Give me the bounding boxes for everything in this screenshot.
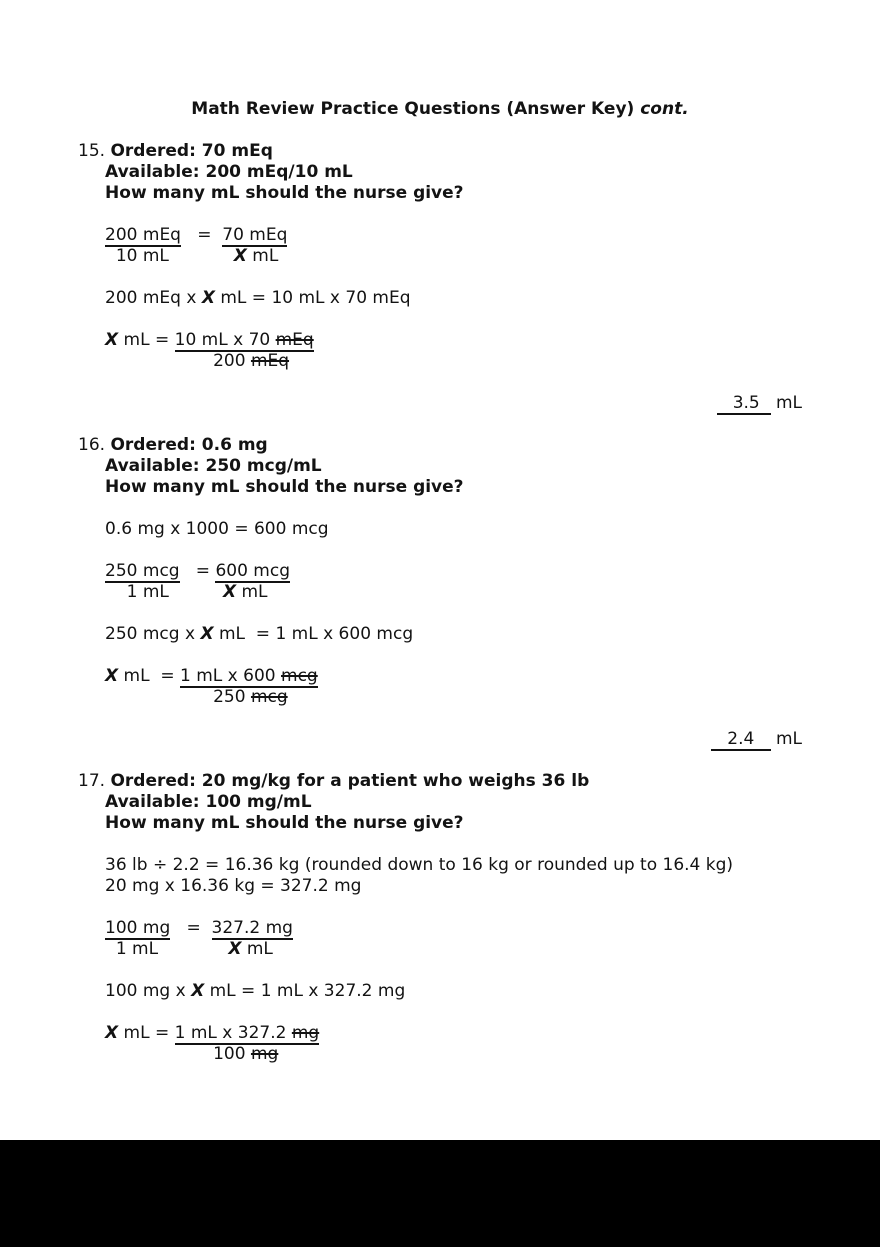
text-run: mL = <box>118 1023 175 1043</box>
text-run <box>78 918 105 938</box>
question-header <box>78 477 802 498</box>
text-line <box>78 498 802 519</box>
fraction-denominator-line <box>78 939 802 960</box>
text-line <box>78 414 802 435</box>
text-run: How many mL should the nurse give? <box>105 183 464 203</box>
text-line <box>78 204 802 225</box>
text-run: Ordered: 20 mg/kg for a patient who weighs 36 lb <box>110 771 590 791</box>
text-run: X <box>228 939 242 959</box>
answer-line <box>78 393 802 414</box>
conversion-line <box>78 876 802 897</box>
text-run: Available: 250 mcg/mL <box>105 456 322 476</box>
cross-multiply-line <box>78 288 802 309</box>
text-run: 100 mg <box>105 918 171 938</box>
cross-multiply-line <box>78 981 802 1002</box>
text-line <box>78 309 802 330</box>
text-run <box>78 225 105 245</box>
text-run: 200 mEq x <box>78 288 202 308</box>
text-run: mL = <box>118 666 181 686</box>
letterbox-bar <box>0 1140 880 1247</box>
text-run: How many mL should the nurse give? <box>105 813 464 833</box>
text-run <box>78 162 105 182</box>
text-run <box>78 183 105 203</box>
question-header <box>78 813 802 834</box>
cross-multiply-line <box>78 624 802 645</box>
text-run: mg <box>250 1044 279 1064</box>
text-line <box>78 372 802 393</box>
text-run: 1 mL x 327.2 <box>174 1023 292 1043</box>
text-run: mcg <box>281 666 318 686</box>
text-run: mEq <box>250 351 290 371</box>
text-run: mcg <box>250 687 288 707</box>
text-run: 100 mg x <box>78 981 192 1001</box>
text-run: Ordered: 0.6 mg <box>110 435 268 455</box>
fraction-numerator-line <box>78 561 802 582</box>
text-run <box>78 477 105 497</box>
text-line <box>78 750 802 771</box>
question-header <box>78 792 802 813</box>
text-run: mL <box>236 582 268 602</box>
text-run: mL = 1 mL x 600 mcg <box>213 624 414 644</box>
text-run: X <box>105 330 119 350</box>
text-run: 1 mL <box>78 582 223 602</box>
text-run: X <box>191 981 205 1001</box>
text-line <box>78 603 802 624</box>
text-run: 200 <box>78 351 251 371</box>
text-run: X <box>105 1023 119 1043</box>
question-header <box>78 162 802 183</box>
text-run: Available: 100 mg/mL <box>105 792 312 812</box>
text-run: mL <box>770 729 802 749</box>
conversion-line <box>78 855 802 876</box>
text-run: 20 mg x 16.36 kg = 327.2 mg <box>78 876 362 896</box>
text-run: Available: 200 mEq/10 mL <box>105 162 353 182</box>
text-run <box>78 561 105 581</box>
text-run: 17. <box>78 771 111 791</box>
text-run: 2.4 <box>711 729 771 749</box>
text-run: Math Review Practice Questions (Answer Key) <box>191 99 641 119</box>
text-line <box>78 897 802 918</box>
fraction-denominator-line <box>78 246 802 267</box>
title-line <box>78 99 802 120</box>
text-run: X <box>201 288 215 308</box>
text-run: 250 <box>78 687 251 707</box>
fraction-numerator-line <box>78 225 802 246</box>
divisor-line <box>78 351 802 372</box>
text-run <box>78 456 105 476</box>
text-run: 10 mL x 70 <box>174 330 276 350</box>
text-run <box>78 330 105 350</box>
text-run: 1 mL <box>78 939 229 959</box>
fraction-numerator-line <box>78 918 802 939</box>
question-header <box>78 435 802 456</box>
text-run: 1 mL x 600 <box>180 666 282 686</box>
text-run: 36 lb ÷ 2.2 = 16.36 kg (rounded down to 16 kg or rounded up to 16.4 kg) <box>78 855 734 875</box>
text-run: 0.6 mg x 1000 = 600 mcg <box>78 519 329 539</box>
question-header <box>78 456 802 477</box>
text-line <box>78 540 802 561</box>
text-run: How many mL should the nurse give? <box>105 477 464 497</box>
solve-line <box>78 1023 802 1044</box>
text-run: 16. <box>78 435 111 455</box>
text-line <box>78 834 802 855</box>
text-run: 15. <box>78 141 111 161</box>
text-run: 10 mL <box>78 246 234 266</box>
text-run: 250 mcg x <box>78 624 201 644</box>
solve-line <box>78 666 802 687</box>
text-run: X <box>222 582 237 602</box>
question-header <box>78 183 802 204</box>
text-run: mL <box>241 939 273 959</box>
text-run: mL = <box>118 330 175 350</box>
text-run <box>78 1023 105 1043</box>
text-run: mEq <box>275 330 314 350</box>
text-run: 70 mEq <box>222 225 288 245</box>
conversion-line <box>78 519 802 540</box>
answer-line <box>78 729 802 750</box>
text-run <box>78 813 105 833</box>
text-run: = <box>170 918 212 938</box>
divisor-line <box>78 687 802 708</box>
text-run: 200 mEq <box>105 225 181 245</box>
text-run: 250 mcg <box>105 561 180 581</box>
text-run <box>78 666 105 686</box>
text-line <box>78 267 802 288</box>
text-run: cont. <box>640 99 689 119</box>
text-run: X <box>233 246 247 266</box>
divisor-line <box>78 1044 802 1065</box>
text-run: X <box>105 666 119 686</box>
text-run: mL <box>770 393 802 413</box>
text-line <box>78 120 802 141</box>
text-line <box>78 645 802 666</box>
question-header <box>78 771 802 792</box>
text-line <box>78 1002 802 1023</box>
text-run: mg <box>291 1023 320 1043</box>
fraction-denominator-line <box>78 582 802 603</box>
question-header <box>78 141 802 162</box>
text-run: 100 <box>78 1044 251 1064</box>
text-run: Ordered: 70 mEq <box>110 141 273 161</box>
text-run <box>78 792 105 812</box>
text-line <box>78 708 802 729</box>
text-run: = <box>180 225 223 245</box>
text-run: 600 mcg <box>215 561 291 581</box>
text-run: = <box>179 561 216 581</box>
text-run: 3.5 <box>716 393 771 413</box>
solve-line <box>78 330 802 351</box>
text-line <box>78 960 802 981</box>
text-run: X <box>200 624 214 644</box>
text-run: mL <box>246 246 279 266</box>
text-run: mL = 1 mL x 327.2 mg <box>204 981 406 1001</box>
text-run: mL = 10 mL x 70 mEq <box>214 288 411 308</box>
text-run: 327.2 mg <box>211 918 293 938</box>
